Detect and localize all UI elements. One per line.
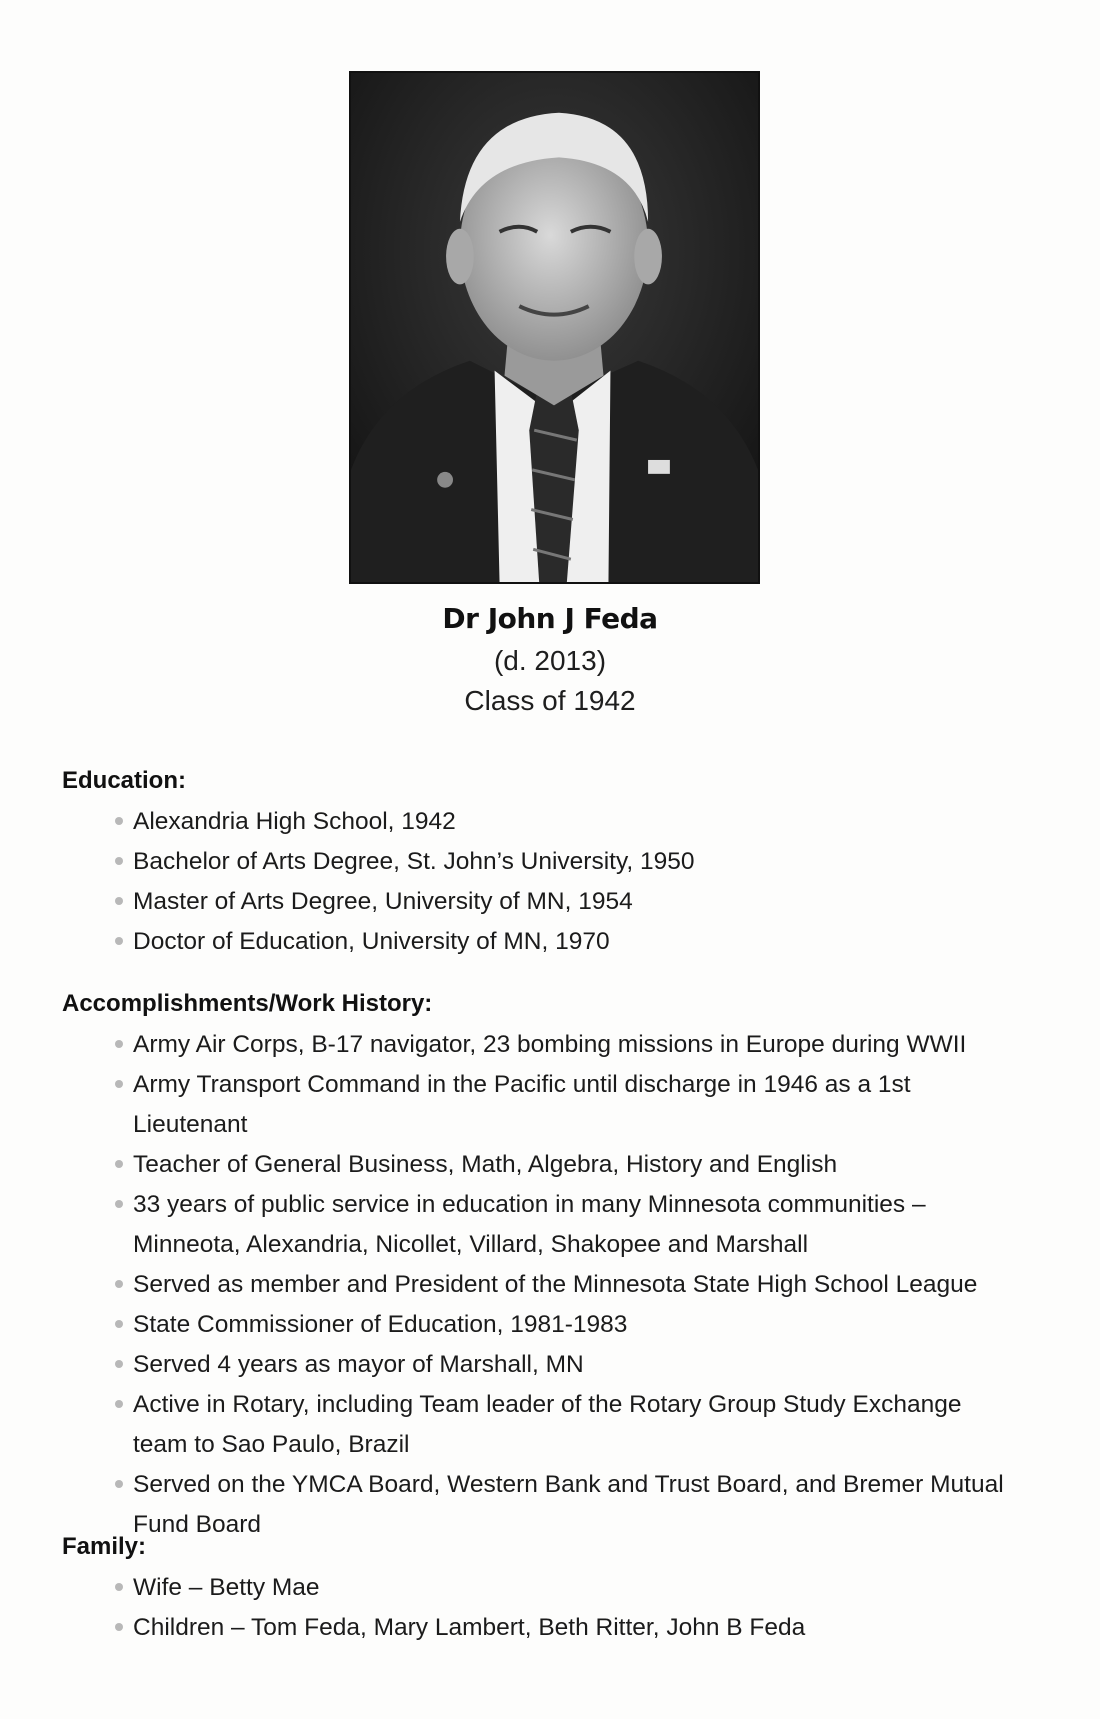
list-item: 33 years of public service in education in many Minnesota communities – Minneota, Alexandria, Nicollet, Villard, Shakopee and Marshall (115, 1185, 1022, 1265)
list-item: Master of Arts Degree, University of MN, 1954 (115, 882, 1022, 922)
portrait-photo-icon (351, 73, 758, 582)
work-history-section (62, 987, 1022, 1545)
list-item: Served on the YMCA Board, Western Bank and Trust Board, and Bremer Mutual Fund Board (115, 1465, 1022, 1545)
death-year: (d. 2013) (493, 645, 607, 676)
list-item: Alexandria High School, 1942 (115, 802, 1022, 842)
list-item: Army Air Corps, B-17 navigator, 23 bombing missions in Europe during WWII (115, 1025, 1022, 1065)
work-history-title: Accomplishments/Work History: (62, 990, 433, 1017)
list-item: State Commissioner of Education, 1981-1983 (115, 1305, 1022, 1345)
list-item: Served as member and President of the Minnesota State High School League (115, 1265, 1022, 1305)
list-item: Wife – Betty Mae (115, 1568, 1022, 1608)
education-list (62, 802, 1022, 962)
person-name: Dr John J Feda (442, 602, 658, 635)
list-item: Bachelor of Arts Degree, St. John’s University, 1950 (115, 842, 1022, 882)
education-section (62, 764, 1022, 962)
family-title: Family: (62, 1533, 147, 1560)
class-year: Class of 1942 (464, 685, 636, 716)
list-item: Active in Rotary, including Team leader of the Rotary Group Study Exchange team to Sao Paulo, Brazil (115, 1385, 1022, 1465)
work-history-list (62, 1025, 1022, 1545)
list-item: Served 4 years as mayor of Marshall, MN (115, 1345, 1022, 1385)
list-item: Army Transport Command in the Pacific until discharge in 1946 as a 1st Lieutenant (115, 1065, 1022, 1145)
portrait-photo (349, 71, 760, 584)
profile-header (0, 597, 1100, 721)
list-item: Children – Tom Feda, Mary Lambert, Beth Ritter, John B Feda (115, 1608, 1022, 1648)
list-item: Teacher of General Business, Math, Algebra, History and English (115, 1145, 1022, 1185)
family-list (62, 1568, 1022, 1648)
list-item: Doctor of Education, University of MN, 1970 (115, 922, 1022, 962)
family-section (62, 1530, 1022, 1648)
education-title: Education: (62, 767, 186, 794)
